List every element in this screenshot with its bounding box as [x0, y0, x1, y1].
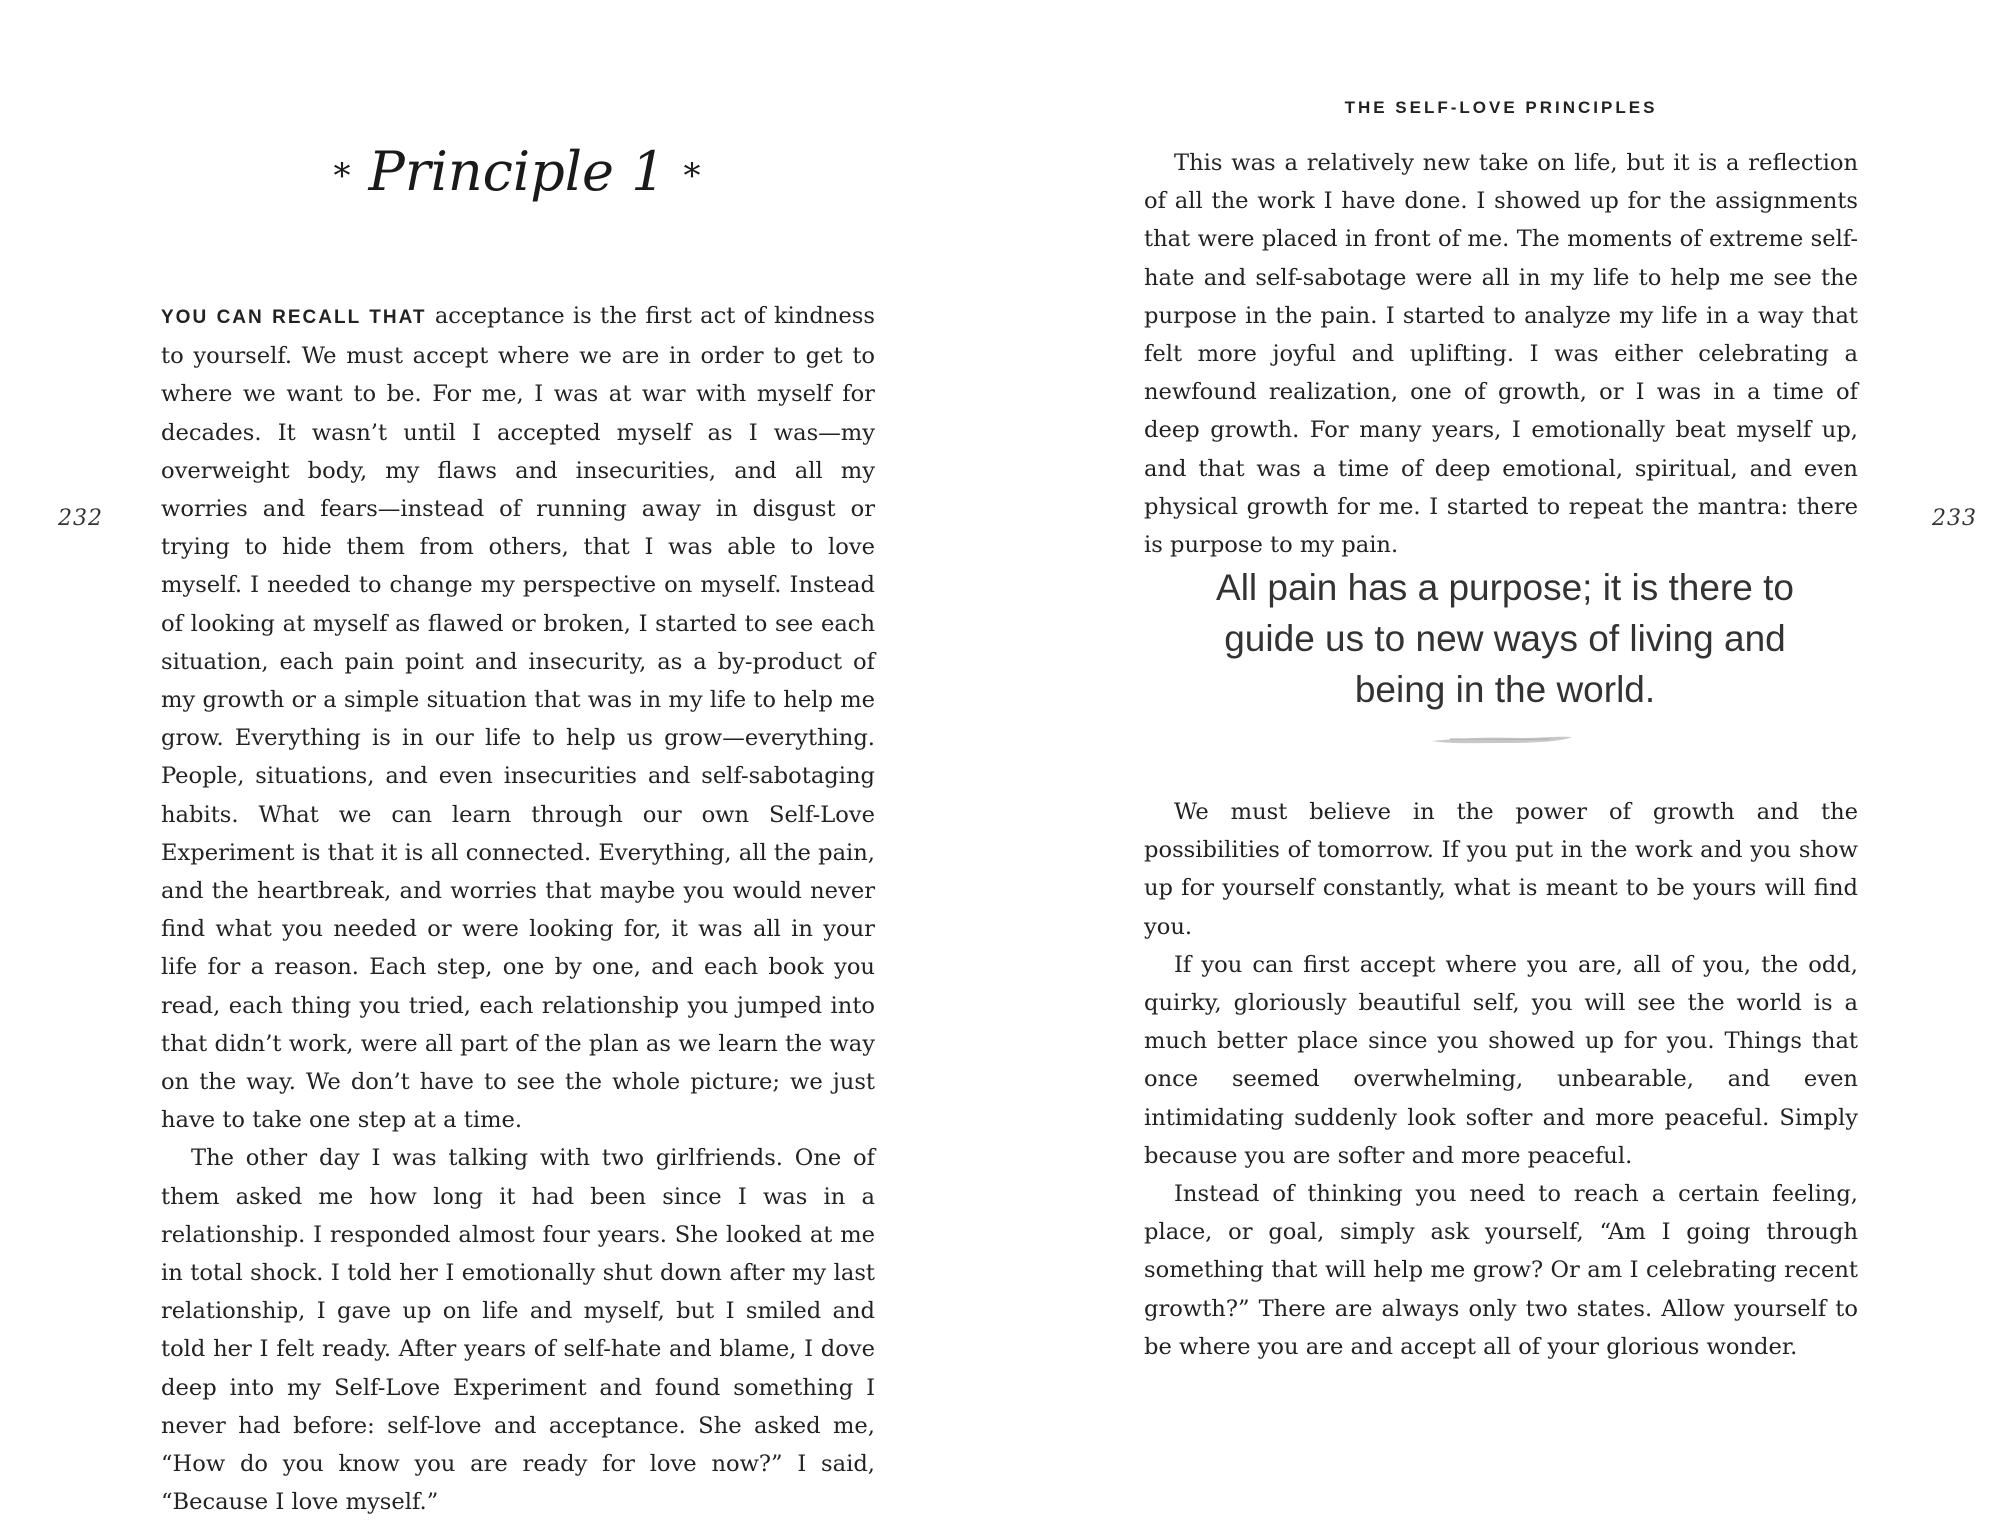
left-body-text: [161, 297, 875, 1522]
left-paragraph-1: [161, 297, 875, 1139]
pull-quote: All pain has a purpose; it is there to guide us to new ways of living and being in the world.: [1216, 567, 1794, 710]
page-number-right: 233: [1932, 506, 1977, 531]
left-paragraph-1-text: acceptance is the first act of kindness to yourself. We must accept where we are in order to get to where we want to be. For me, I was at war with myself for decades. It wasn’t until I accepted myself as I was—my overweight body, my flaws and insecurities, and all my worries and fears—instead of running away in disgust or trying to hide them from others, that I was able to love myself. I needed to change my perspective on myself. Instead of looking at myself as flawed or broken, I started to see each situation, each pain point and insecurity, as a by-product of my growth or a simple situation that was in my life to help me grow. Everything is in our life to help us grow—everything. People, situations, and even insecurities and self-sabotaging habits. What we can learn through our own Self-Love Experiment is that it is all connected. Everything, all the pain, and the heartbreak, and worries that maybe you would never find what you needed or were looking for, it was all in your life for a reason. Each step, one by one, and each book you read, each thing you tried, each relationship you jumped into that didn’t work, were all part of the plan as we learn the way on the way. We don’t have to see the whole picture; we just have to take one step at a time.: [161, 303, 875, 1134]
right-paragraph-4: Instead of thinking you need to reach a certain feeling, place, or goal, simply ask yourself, “Am I going through something that will help me grow? Or am I celebrating recent growth?” There are always only two states. Allow yourself to be where you are and accept all of your glorious wonder.: [1144, 1181, 1858, 1360]
left-page: [0, 0, 1000, 1516]
star-ornament-right: *: [683, 156, 701, 196]
lead-in: YOU CAN RECALL THAT: [161, 307, 427, 328]
right-paragraph-2: We must believe in the power of growth and the possibilities of tomorrow. If you put in the work and you show up for yourself constantly, what is meant to be yours will find you.: [1144, 799, 1858, 940]
right-body-text-top: [1144, 144, 1858, 564]
star-ornament-left: *: [333, 156, 351, 196]
right-page: [1000, 0, 2000, 1500]
page-number-left: 232: [58, 506, 103, 531]
chapter-title: [160, 140, 874, 203]
right-paragraph-1: This was a relatively new take on life, but it is a reflection of all the work I have done. I showed up for the assignments that were placed in front of me. The moments of extreme self-hate and self-sabotage were all in my life to help me see the purpose in the pain. I started to analyze my life in a way that felt more joyful and uplifting. I was either celebrating a newfound realization, one of growth, or I was in a time of deep growth. For many years, I emotionally beat myself up, and that was a time of deep emotional, spiritual, and even physical growth for me. I started to repeat the mantra: there is purpose to my pain.: [1144, 150, 1858, 559]
running-head: THE SELF-LOVE PRINCIPLES: [1344, 98, 1658, 117]
chapter-title-text: Principle 1: [368, 140, 666, 203]
right-paragraph-3: If you can first accept where you are, all of you, the odd, quirky, gloriously beautiful self, you will see the world is a much better place since you showed up for you. Things that once seemed overwhelming, unbearable, and even intimidating suddenly look softer and more peaceful. Simply because you are softer and more peaceful.: [1144, 951, 1858, 1169]
brush-stroke-divider: [1430, 733, 1574, 747]
right-body-text-bottom: [1144, 793, 1858, 1366]
left-paragraph-2: The other day I was talking with two girlfriends. One of them asked me how long it had been since I was in a relationship. I responded almost four years. She looked at me in total shock. I told her I emotionally shut down after my last relationship, I gave up on life and myself, but I smiled and told her I felt ready. After years of self-hate and blame, I dove deep into my Self-Love Experiment and found something I never had before: self-love and acceptance. She asked me, “How do you know you are ready for love now?” I said, “Because I love myself.”: [161, 1145, 875, 1516]
